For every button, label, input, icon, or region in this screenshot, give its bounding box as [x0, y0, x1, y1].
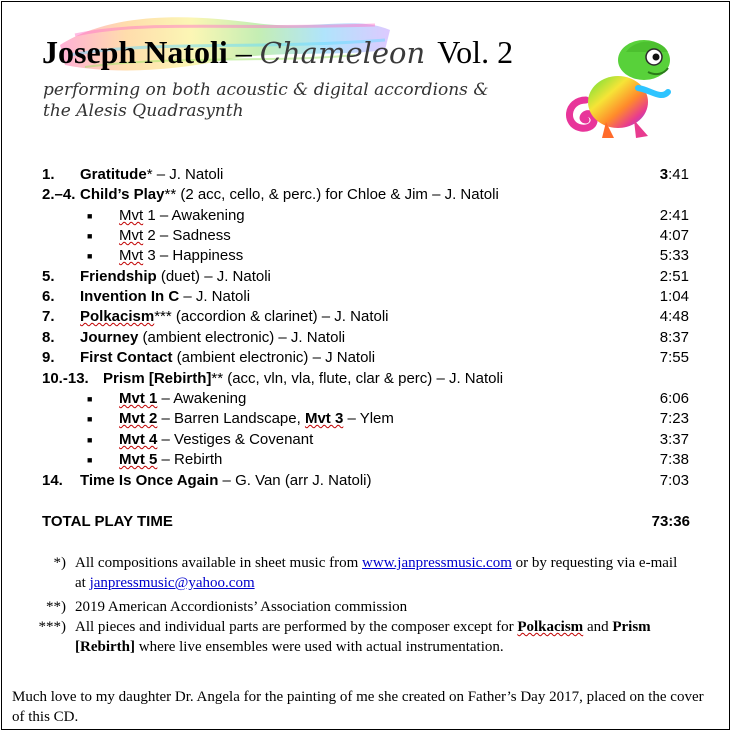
- track-title: Child’s Play: [80, 186, 165, 203]
- movement-row: [0, 450, 731, 470]
- movement-label: Mvt 4: [119, 431, 158, 448]
- track-row: [0, 185, 731, 205]
- movement-title: 1 – Awakening: [143, 207, 245, 224]
- movement-label: Mvt 1: [119, 390, 158, 407]
- album-name: Chameleon: [259, 36, 426, 70]
- track-time: 6:06: [659, 390, 689, 407]
- movement-title: 3 – Happiness: [143, 247, 244, 264]
- track-time: 2:51: [659, 268, 689, 285]
- footnote-text: 2019 American Accordionists’ Association commission: [75, 599, 408, 615]
- track-detail: – J. Natoli: [152, 166, 224, 183]
- movement-title: – Rebirth: [157, 451, 223, 468]
- bullet-icon: ■: [87, 435, 93, 445]
- track-title: Journey: [80, 329, 139, 346]
- track-time: 7:03: [659, 472, 689, 489]
- track-time: 8:37: [659, 329, 689, 346]
- footnote-marker: *): [53, 555, 66, 571]
- track-time: 3:41: [659, 166, 689, 183]
- track-row: [0, 369, 731, 389]
- track-detail: (accordion & clarinet) – J. Natoli: [171, 308, 389, 325]
- track-title: Invention In C: [80, 288, 180, 305]
- bullet-icon: ■: [87, 414, 93, 424]
- track-detail: – J. Natoli: [179, 288, 251, 305]
- track-title: Gratitude: [80, 166, 147, 183]
- track-time: 7:23: [659, 410, 689, 427]
- movement-label: Mvt 3: [304, 410, 344, 427]
- track-title: First Contact: [80, 349, 173, 366]
- track-time: 5:33: [659, 247, 689, 264]
- track-number: 1.: [42, 166, 55, 183]
- track-time: 7:55: [659, 349, 689, 366]
- track-number: 14.: [42, 472, 63, 489]
- movement-title: 2 – Sadness: [143, 227, 231, 244]
- track-row: [0, 287, 731, 307]
- track-row: [0, 348, 731, 368]
- track-time: 4:07: [659, 227, 689, 244]
- track-title: Polkacism: [80, 308, 155, 325]
- total-time: 73:36: [651, 513, 690, 530]
- track-time: 3:37: [659, 431, 689, 448]
- footnote-text: All pieces and individual parts are performed by the composer except for: [75, 619, 518, 635]
- movement-row: [0, 409, 731, 429]
- footnote-text: and: [583, 619, 613, 635]
- movement-title: – Vestiges & Covenant: [157, 431, 314, 448]
- track-number: 6.: [42, 288, 55, 305]
- track-time: 2:41: [659, 207, 689, 224]
- track-row: [0, 165, 731, 185]
- footnote-text: where live ensembles were used with actual instrumentation.: [135, 639, 504, 655]
- bullet-icon: ■: [87, 231, 93, 241]
- track-row: [0, 328, 731, 348]
- movement-label: Mvt: [119, 247, 144, 264]
- movement-row: [0, 206, 731, 226]
- track-number: 2.–4.: [42, 186, 76, 203]
- movement-label: Mvt 5: [119, 451, 158, 468]
- footnote-marker: **): [46, 599, 66, 615]
- bullet-icon: ■: [87, 394, 93, 404]
- movement-row: [0, 389, 731, 409]
- bullet-icon: ■: [87, 455, 93, 465]
- track-number: 8.: [42, 329, 55, 346]
- dedication-text: Much love to my daughter Dr. Angela for the painting of me she created on Father’s Day 2017, placed on the cover of this CD.: [12, 689, 704, 725]
- movement-title: – Barren Landscape,: [157, 410, 305, 427]
- bullet-icon: ■: [87, 211, 93, 221]
- movement-label: Mvt 2: [119, 410, 158, 427]
- track-detail: (ambient electronic) – J. Natoli: [138, 329, 346, 346]
- track-title: Prism [Rebirth]: [103, 370, 212, 387]
- footnote-bold: Polkacism: [517, 619, 584, 635]
- track-number: 7.: [42, 308, 55, 325]
- track-detail: (acc, vln, vla, flute, clar & perc) – J. Natoli: [223, 370, 504, 387]
- footnote-bold: Prism [Rebirth]: [75, 619, 651, 655]
- track-time: 7:38: [659, 451, 689, 468]
- track-time: 1:04: [659, 288, 689, 305]
- track-title: Friendship: [80, 268, 157, 285]
- movement-row: [0, 246, 731, 266]
- track-number: 10.-13.: [42, 370, 89, 387]
- track-mark: **: [164, 186, 177, 203]
- volume-label: Vol. 2: [437, 34, 514, 70]
- title-dash: –: [227, 34, 260, 70]
- track-mark: *: [146, 166, 153, 183]
- track-detail: (ambient electronic) – J Natoli: [172, 349, 376, 366]
- bullet-icon: ■: [87, 251, 93, 261]
- track-time: 4:48: [659, 308, 689, 325]
- footnote-text: All compositions available in sheet music from: [75, 555, 363, 571]
- track-detail: (2 acc, cello, & perc.) for Chloe & Jim – J. Natoli: [176, 186, 499, 203]
- artist-name: Joseph Natoli: [42, 34, 228, 70]
- movement-row: [0, 430, 731, 450]
- footnote-marker: ***): [38, 619, 66, 635]
- track-detail: – G. Van (arr J. Natoli): [218, 472, 372, 489]
- track-number: 5.: [42, 268, 55, 285]
- movement-label: Mvt: [119, 227, 144, 244]
- movement-title: – Ylem: [343, 410, 394, 427]
- footnote-text: or by requesting via e-mail at: [75, 555, 678, 591]
- movement-title: – Awakening: [157, 390, 247, 407]
- track-row: [0, 267, 731, 287]
- email-link[interactable]: janpressmusic@yahoo.com: [89, 575, 255, 591]
- total-play-time: [42, 512, 690, 532]
- track-title: Time Is Once Again: [80, 472, 219, 489]
- website-link[interactable]: www.janpressmusic.com: [362, 555, 512, 571]
- track-detail: (duet) – J. Natoli: [156, 268, 271, 285]
- movement-row: [0, 226, 731, 246]
- track-row: [0, 307, 731, 327]
- movement-label: Mvt: [119, 207, 144, 224]
- track-row: [0, 471, 731, 491]
- track-mark: ***: [154, 308, 172, 325]
- total-label: TOTAL PLAY TIME: [42, 513, 173, 530]
- album-subtitle: performing on both acoustic & digital accordions & the Alesis Quadrasynth: [43, 80, 489, 121]
- track-mark: **: [211, 370, 224, 387]
- track-number: 9.: [42, 349, 55, 366]
